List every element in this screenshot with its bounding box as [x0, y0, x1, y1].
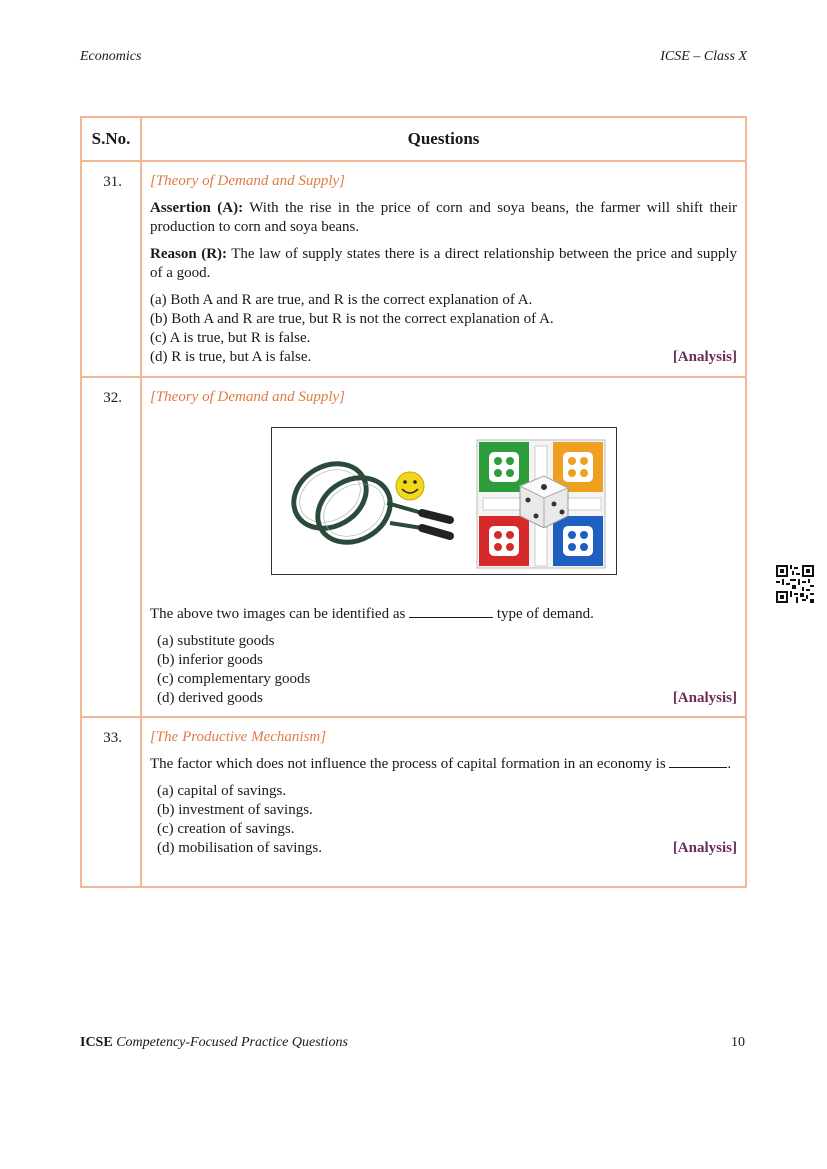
question-row	[81, 717, 746, 887]
reason-text: The law of supply states there is a direct relationship between the price and supply of a good.	[150, 246, 737, 281]
tennis-ball-smiley-icon	[396, 472, 424, 500]
answer-blank	[409, 605, 493, 618]
column-header-sno: S.No.	[81, 117, 141, 161]
options-list	[150, 782, 737, 858]
reason	[150, 245, 737, 283]
complementary-goods-image	[271, 427, 617, 575]
question-text: The factor which does not influence the process of capital formation in an economy is .	[150, 756, 732, 772]
qr-code-icon[interactable]	[776, 565, 814, 603]
question-number: 31.	[81, 161, 141, 377]
analysis-tag: [Analysis]	[672, 349, 737, 365]
option-b: (b) Both A and R are true, but R is not the correct explanation of A.	[150, 311, 554, 327]
question-cell	[141, 377, 746, 717]
tennis-rackets-icon	[282, 451, 450, 555]
option-a: (a) Both A and R are true, and R is the correct explanation of A.	[150, 292, 533, 308]
answer-blank	[669, 755, 727, 768]
option-c: (c) complementary goods	[157, 671, 311, 687]
table-header-row	[81, 117, 746, 161]
option-b: (b) inferior goods	[157, 652, 263, 668]
option-d: (d) mobilisation of savings.	[157, 840, 322, 856]
question-row	[81, 377, 746, 717]
option-d: (d) derived goods	[157, 690, 263, 706]
footer-subtitle: Competency-Focused Practice Questions	[112, 1035, 348, 1050]
question-cell	[141, 161, 746, 377]
question-text: The above two images can be identified as type of demand.	[150, 606, 594, 622]
question-number: 32.	[81, 377, 141, 717]
question-cell	[141, 717, 746, 887]
questions-table	[80, 116, 747, 888]
assertion-text: With the rise in the price of corn and soya beans, the farmer will shift their production to corn and soya beans.	[150, 200, 737, 235]
footer-brand: ICSE	[80, 1035, 113, 1050]
option-d: (d) R is true, but A is false.	[150, 349, 312, 365]
header-subject: Economics	[80, 49, 142, 64]
option-c: (c) A is true, but R is false.	[150, 330, 311, 346]
column-header-questions: Questions	[141, 117, 746, 161]
options-list	[150, 632, 737, 708]
options-list	[150, 291, 737, 367]
question-number: 33.	[81, 717, 141, 887]
analysis-tag: [Analysis]	[672, 840, 737, 856]
header-board: ICSE – Class X	[660, 49, 747, 64]
option-c: (c) creation of savings.	[157, 821, 295, 837]
question-row	[81, 161, 746, 377]
reason-label: Reason (R):	[150, 246, 228, 262]
option-a: (a) capital of savings.	[157, 783, 287, 799]
option-a: (a) substitute goods	[157, 633, 275, 649]
question-topic: [Theory of Demand and Supply]	[150, 389, 345, 405]
assertion	[150, 199, 737, 237]
option-b: (b) investment of savings.	[157, 802, 313, 818]
assertion-label: Assertion (A):	[150, 200, 244, 216]
footer-title	[80, 1035, 348, 1051]
analysis-tag: [Analysis]	[672, 690, 737, 706]
question-topic: [Theory of Demand and Supply]	[150, 173, 345, 189]
rackets-and-ludo-illustration	[272, 428, 616, 574]
page-number: 10	[731, 1035, 745, 1050]
question-topic: [The Productive Mechanism]	[150, 729, 327, 745]
